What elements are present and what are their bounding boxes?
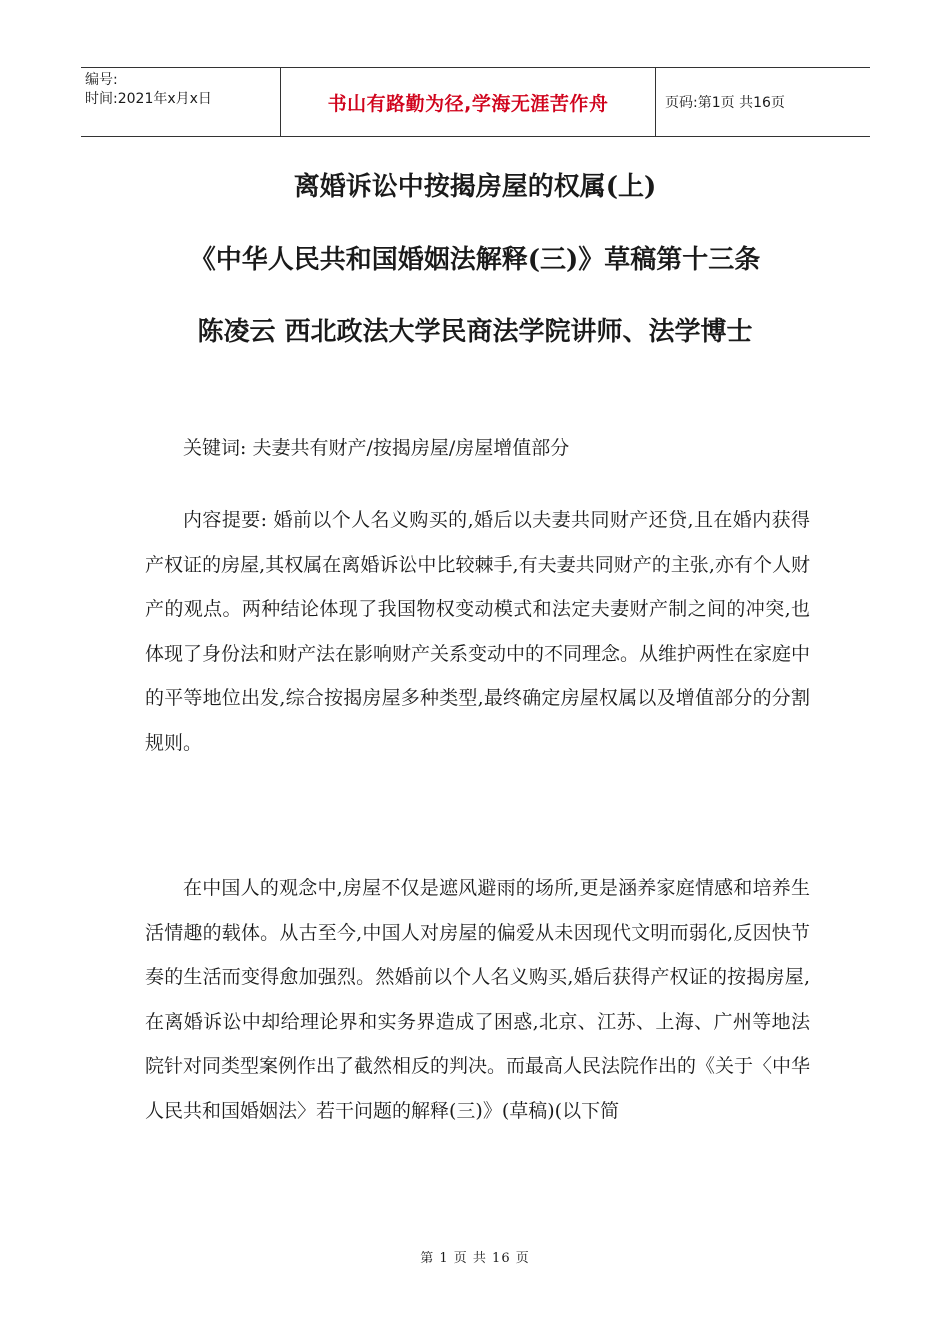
abstract-block (145, 498, 810, 765)
keywords-text: 关键词: 夫妻共有财产/按揭房屋/房屋增值部分 (183, 437, 570, 459)
page-footer: 第 1 页 共 16 页 (420, 1251, 530, 1266)
header-meta (81, 68, 281, 136)
keywords-block (145, 426, 810, 471)
document-number-label: 编号: (85, 72, 118, 88)
abstract-text: 内容提要: 婚前以个人名义购买的,婚后以夫妻共同财产还贷,且在婚内获得产权证的房屋,其权属在离婚诉讼中比较棘手,有夫妻共同财产的主张,亦有个人财产的观点。两种结论体现了我国物权变动模式和法定夫妻财产制之间的冲突,也体现了身份法和财产法在影响财产关系变动中的不同理念。从维护两性在家庭中的平等地位出发,综合按揭房屋多种类型,最终确定房屋权属以及增值部分的分割规则。 (145, 509, 811, 754)
header-page-info: 页码:第1页 共16页 (665, 95, 785, 111)
document-time-label: 时间:2021年x月x日 (85, 91, 212, 107)
header-table (81, 67, 870, 137)
header-motto: 书山有路勤为径,学海无涯苦作舟 (281, 68, 656, 136)
document-title: 离婚诉讼中按揭房屋的权属(上) (293, 172, 657, 202)
document-subtitle: 《中华人民共和国婚姻法解释(三)》草稿第十三条 (189, 245, 761, 275)
body-block (145, 866, 810, 1133)
author-line: 陈凌云 西北政法大学民商法学院讲师、法学博士 (197, 317, 753, 347)
body-paragraph: 在中国人的观念中,房屋不仅是遮风避雨的场所,更是涵养家庭情感和培养生活情趣的载体。从古至今,中国人对房屋的偏爱从未因现代文明而弱化,反因快节奏的生活而变得愈加强烈。然婚前以个人名义购买,婚后获得产权证的按揭房屋,在离婚诉讼中却给理论界和实务界造成了困惑,北京、江苏、上海、广州等地法院针对同类型案例作出了截然相反的判决。而最高人民法院作出的《关于〈中华人民共和国婚姻法〉若干问题的解释(三)》(草稿)(以下简 (145, 877, 811, 1122)
